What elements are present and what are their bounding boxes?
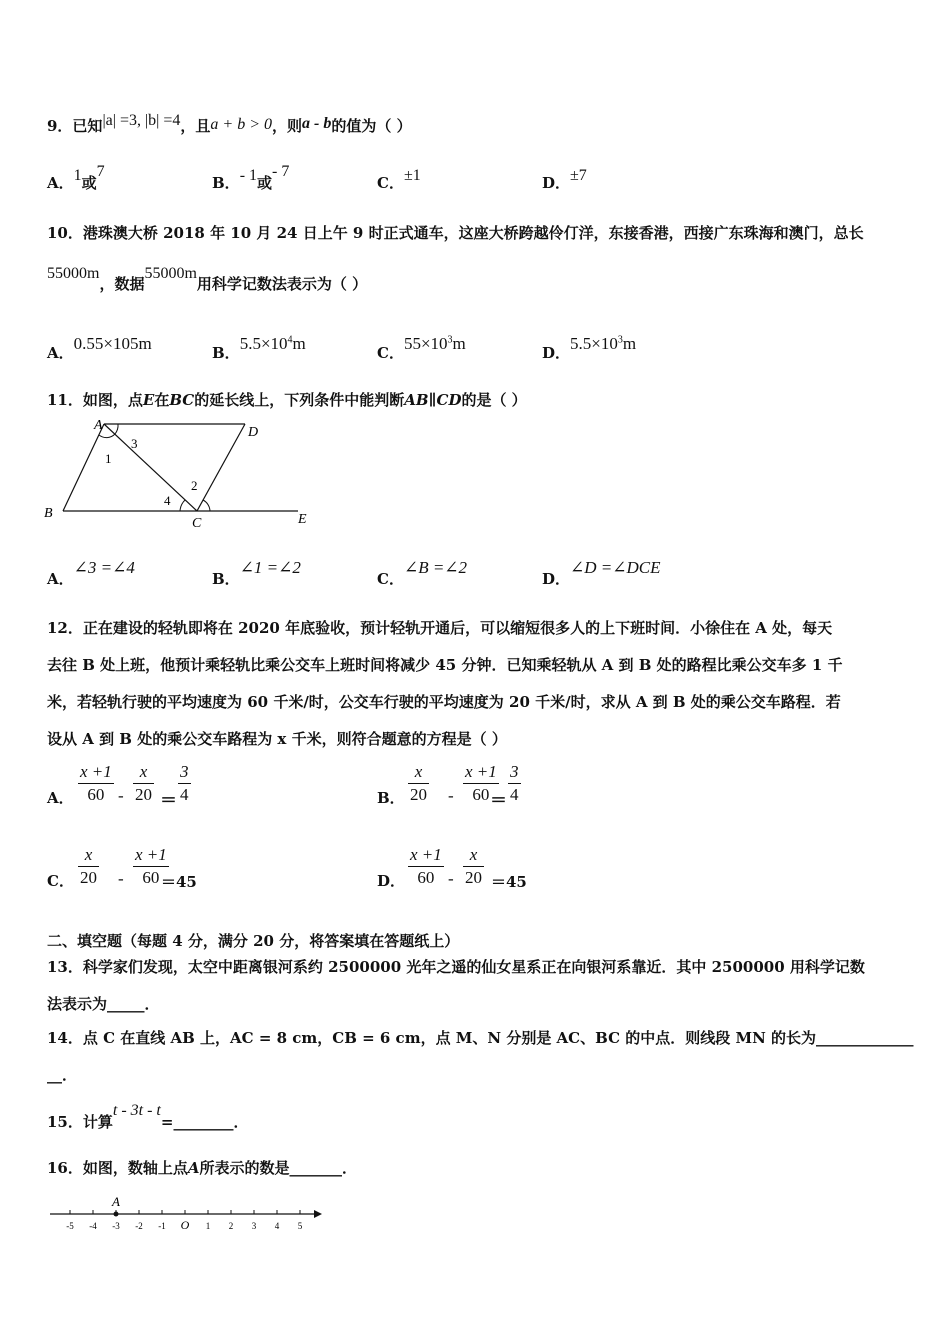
q9-connector: ，且 — [180, 117, 211, 135]
q16-point: A — [187, 1159, 200, 1177]
q9-condition-abs: |a| =3, |b| =4 — [102, 112, 181, 129]
option-connector: 或 — [81, 174, 97, 192]
option-label: B． — [212, 344, 240, 362]
option-expression — [240, 334, 306, 353]
q12-option-label-a: A． — [47, 789, 74, 807]
label-angle-1: 1 — [105, 451, 112, 466]
label-c: C — [192, 516, 202, 531]
option-label: D． — [542, 174, 571, 192]
denominator: 4 — [180, 785, 189, 804]
axis-tick-label: 4 — [274, 1221, 280, 1231]
numerator: 3 — [180, 762, 189, 781]
q14-line1: 14．点 C 在直线 AB 上，AC = 8 cm，CB = 6 cm，点 M、N 分别是 AC、BC 的中点．则线段 MN 的长为_____________ — [47, 1029, 914, 1047]
equals-sign: ＝ — [490, 791, 507, 810]
axis-tick-label: 2 — [228, 1221, 234, 1231]
option-value: - 1 — [239, 167, 258, 184]
segment-ac — [104, 424, 197, 511]
axis-tick-label: -5 — [66, 1221, 74, 1231]
axis-arrow-icon — [314, 1210, 322, 1218]
label-e: E — [298, 512, 307, 527]
fraction-1 — [78, 762, 114, 805]
fraction-bar — [508, 783, 521, 784]
q11-stem — [47, 389, 527, 410]
numerator: x +1 — [465, 762, 497, 781]
axis-tick-label: 3 — [251, 1221, 257, 1231]
q11-option-a — [47, 558, 135, 589]
q10-option-a — [47, 334, 152, 363]
q15-number: 15．计算 — [47, 1113, 113, 1131]
q11-parallel-relation: AB∥CD — [404, 391, 462, 409]
axis-tick-label: 1 — [205, 1221, 211, 1231]
q9-number: 9．已知 — [47, 117, 103, 135]
denominator: 20 — [135, 785, 152, 804]
expr-base: 5.5×10 — [239, 334, 288, 353]
fraction-bar — [78, 783, 114, 784]
denominator: 60 — [87, 785, 105, 804]
label-a: A — [94, 418, 103, 433]
option-label: D． — [542, 344, 571, 362]
q12-option-label-d: D． — [377, 872, 406, 890]
option-label: C． — [377, 344, 404, 362]
q11-option-d — [542, 558, 661, 589]
section-2-title: 二、填空题（每题 4 分，满分 20 分，将答案填在答题纸上） — [47, 932, 460, 950]
option-expression — [74, 334, 152, 353]
q11-figure — [40, 414, 330, 534]
q10-connector: ，数据 — [99, 275, 145, 293]
q10-value-2: 55000m — [144, 265, 197, 282]
expr-base: 5.5×10 — [570, 334, 618, 353]
expr-unit: m — [452, 334, 466, 353]
angle-3-arc — [115, 424, 118, 434]
q11-option-c — [377, 558, 468, 589]
denominator: 60 — [417, 868, 435, 887]
numerator: x — [84, 845, 93, 864]
fraction-3 — [508, 762, 521, 805]
q9-option-a — [47, 163, 105, 193]
q11-text-d: 的是（ ） — [461, 391, 527, 409]
denominator: 20 — [465, 868, 482, 887]
q9-tail: 的值为（ ） — [331, 117, 412, 135]
q9-option-d — [542, 167, 587, 193]
fraction-3 — [178, 762, 191, 805]
denominator: 60 — [472, 785, 490, 804]
q11-text-c: 的延长线上，下列条件中能判断 — [194, 391, 405, 409]
q11-text-a: 11．如图，点 — [47, 391, 143, 409]
fraction-bar — [463, 783, 499, 784]
option-expression — [404, 334, 466, 353]
option-connector: 或 — [257, 174, 273, 192]
expr-base: 55×10 — [403, 334, 448, 353]
q10-line2 — [47, 265, 368, 294]
q10-line1: 10．港珠澳大桥 2018 年 10 月 24 日上午 9 时正式通车，这座大桥跨越伶仃洋，东接香港，西接广东珠海和澳门，总长 — [47, 224, 864, 242]
q10-option-d — [542, 334, 637, 363]
option-expression: ∠B =∠2 — [403, 558, 468, 577]
q15-stem — [47, 1102, 249, 1132]
expr-exponent: 3 — [617, 334, 623, 346]
fraction-bar — [178, 783, 191, 784]
option-expression: ∠1 =∠2 — [239, 558, 301, 577]
option-label: B． — [212, 174, 240, 192]
fraction-bar — [133, 783, 154, 784]
point-a-label: A — [112, 1194, 120, 1209]
angle-4-arc — [180, 500, 185, 511]
fraction-1 — [408, 845, 444, 888]
equals-sign: ＝ — [160, 791, 177, 810]
q11-segment-bc: BC — [169, 391, 195, 409]
option-label: A． — [47, 344, 74, 362]
q9-option-c — [377, 167, 421, 193]
option-expression — [570, 334, 636, 353]
axis-tick-label: O — [180, 1218, 190, 1232]
fraction-bar — [463, 866, 484, 867]
numerator: x +1 — [135, 845, 167, 864]
q13-line1: 13．科学家们发现，太空中距离银河系约 2500000 光年之遥的仙女星系正在向银河系靠近．其中 2500000 用科学记数 — [47, 958, 865, 976]
axis-tick-label: -3 — [112, 1221, 120, 1231]
denominator: 20 — [410, 785, 427, 804]
q13-line2: 法表示为_____． — [47, 995, 160, 1013]
numerator: x — [139, 762, 148, 781]
q14-line2: __． — [47, 1066, 78, 1084]
q9-connector2: ，则 — [272, 117, 303, 135]
q10-option-c — [377, 334, 466, 363]
fraction-bar — [408, 866, 444, 867]
label-angle-2: 2 — [191, 478, 198, 493]
angle-2-arc — [203, 500, 210, 511]
axis-tick-label: -2 — [135, 1221, 143, 1231]
fraction-bar — [78, 866, 99, 867]
q16-text: 16．如图，数轴上点 — [47, 1159, 188, 1177]
minus-sign: - — [448, 786, 454, 805]
q16-number-line — [48, 1192, 328, 1240]
expr-unit: m — [622, 334, 637, 353]
expr-exponent: 3 — [447, 334, 453, 346]
fraction-1 — [408, 762, 429, 805]
label-angle-3: 3 — [131, 436, 138, 451]
angle-1-arc — [99, 434, 115, 438]
fraction-2 — [463, 845, 484, 888]
numerator: x — [469, 845, 478, 864]
option-expression: ∠D =∠DCE — [570, 558, 661, 577]
label-d: D — [248, 425, 259, 440]
q10-value-1: 55000m — [47, 265, 100, 282]
q10-option-b — [212, 334, 306, 363]
q12-line-4: 设从 A 到 B 处的乘公交车路程为 x 千米，则符合题意的方程是（ ） — [47, 730, 507, 748]
q10-tail: 用科学记数法表示为（ ） — [196, 275, 368, 293]
option-label: A． — [47, 174, 74, 192]
q12-option-label-c: C． — [47, 872, 74, 890]
segment-ab — [63, 424, 104, 511]
right-hand-side: ＝45 — [491, 873, 527, 891]
label-angle-4: 4 — [164, 493, 171, 508]
axis-tick-label: 5 — [297, 1221, 303, 1231]
option-value: ±7 — [570, 167, 587, 184]
q11-option-b — [212, 558, 301, 589]
q15-tail: =________． — [160, 1113, 249, 1131]
q11-point-e: E — [142, 391, 155, 409]
minus-sign: - — [118, 786, 124, 805]
option-label: B． — [212, 570, 240, 588]
axis-tick-label: -4 — [89, 1221, 97, 1231]
denominator: 20 — [80, 868, 97, 887]
segment-dc — [197, 424, 245, 511]
q12-line-3: 米，若轻轨行驶的平均速度为 60 千米/时，公交车行驶的平均速度为 20 千米/时，求从 A 到 B 处的乘公交车路程．若 — [47, 693, 841, 711]
q16-tail: 所表示的数是_______． — [199, 1159, 358, 1177]
option-label: D． — [542, 570, 571, 588]
option-label: C． — [377, 174, 404, 192]
q12-option-label-b: B． — [377, 789, 405, 807]
fraction-bar — [408, 783, 429, 784]
q11-text-b: 在 — [154, 391, 170, 409]
q12-line-2: 去往 B 处上班，他预计乘轻轨比乘公交车上班时间将减少 45 分钟．已知乘轻轨从 A 到 B 处的路程比乘公交车多 1 千 — [47, 656, 843, 674]
q12-line-1: 12．正在建设的轻轨即将在 2020 年底验收，预计轻轨开通后，可以缩短很多人的上下班时间．小徐住在 A 处，每天 — [47, 619, 833, 637]
fraction-1 — [78, 845, 99, 888]
option-value-2: - 7 — [272, 163, 290, 180]
axis-tick-label: -1 — [158, 1221, 166, 1231]
right-hand-side: ＝45 — [161, 873, 197, 891]
expr-base: 0.55×105m — [73, 334, 152, 353]
q15-expression: t - 3t - t — [112, 1102, 161, 1119]
q9-target-expr: a - b — [302, 115, 332, 132]
q9-condition-sum: a + b > 0 — [210, 116, 273, 133]
option-label: A． — [47, 570, 74, 588]
minus-sign: - — [448, 869, 454, 888]
numerator: x +1 — [80, 762, 112, 781]
expr-unit: m — [292, 334, 306, 353]
q16-stem — [47, 1157, 357, 1178]
minus-sign: - — [118, 869, 124, 888]
denominator: 4 — [510, 785, 519, 804]
option-value: ±1 — [403, 167, 421, 184]
option-value-2: 7 — [96, 163, 105, 180]
option-label: C． — [377, 570, 404, 588]
numerator: x +1 — [410, 845, 442, 864]
expr-exponent: 4 — [287, 334, 293, 346]
denominator: 60 — [142, 868, 160, 887]
numerator: 3 — [510, 762, 519, 781]
q9-option-b — [212, 163, 290, 193]
fraction-bar — [133, 866, 169, 867]
q9-stem — [47, 112, 412, 136]
fraction-2 — [133, 762, 154, 805]
numerator: x — [414, 762, 423, 781]
option-value: 1 — [73, 167, 82, 184]
option-expression: ∠3 =∠4 — [73, 558, 135, 577]
point-a-marker — [114, 1212, 119, 1217]
label-b: B — [44, 506, 53, 521]
